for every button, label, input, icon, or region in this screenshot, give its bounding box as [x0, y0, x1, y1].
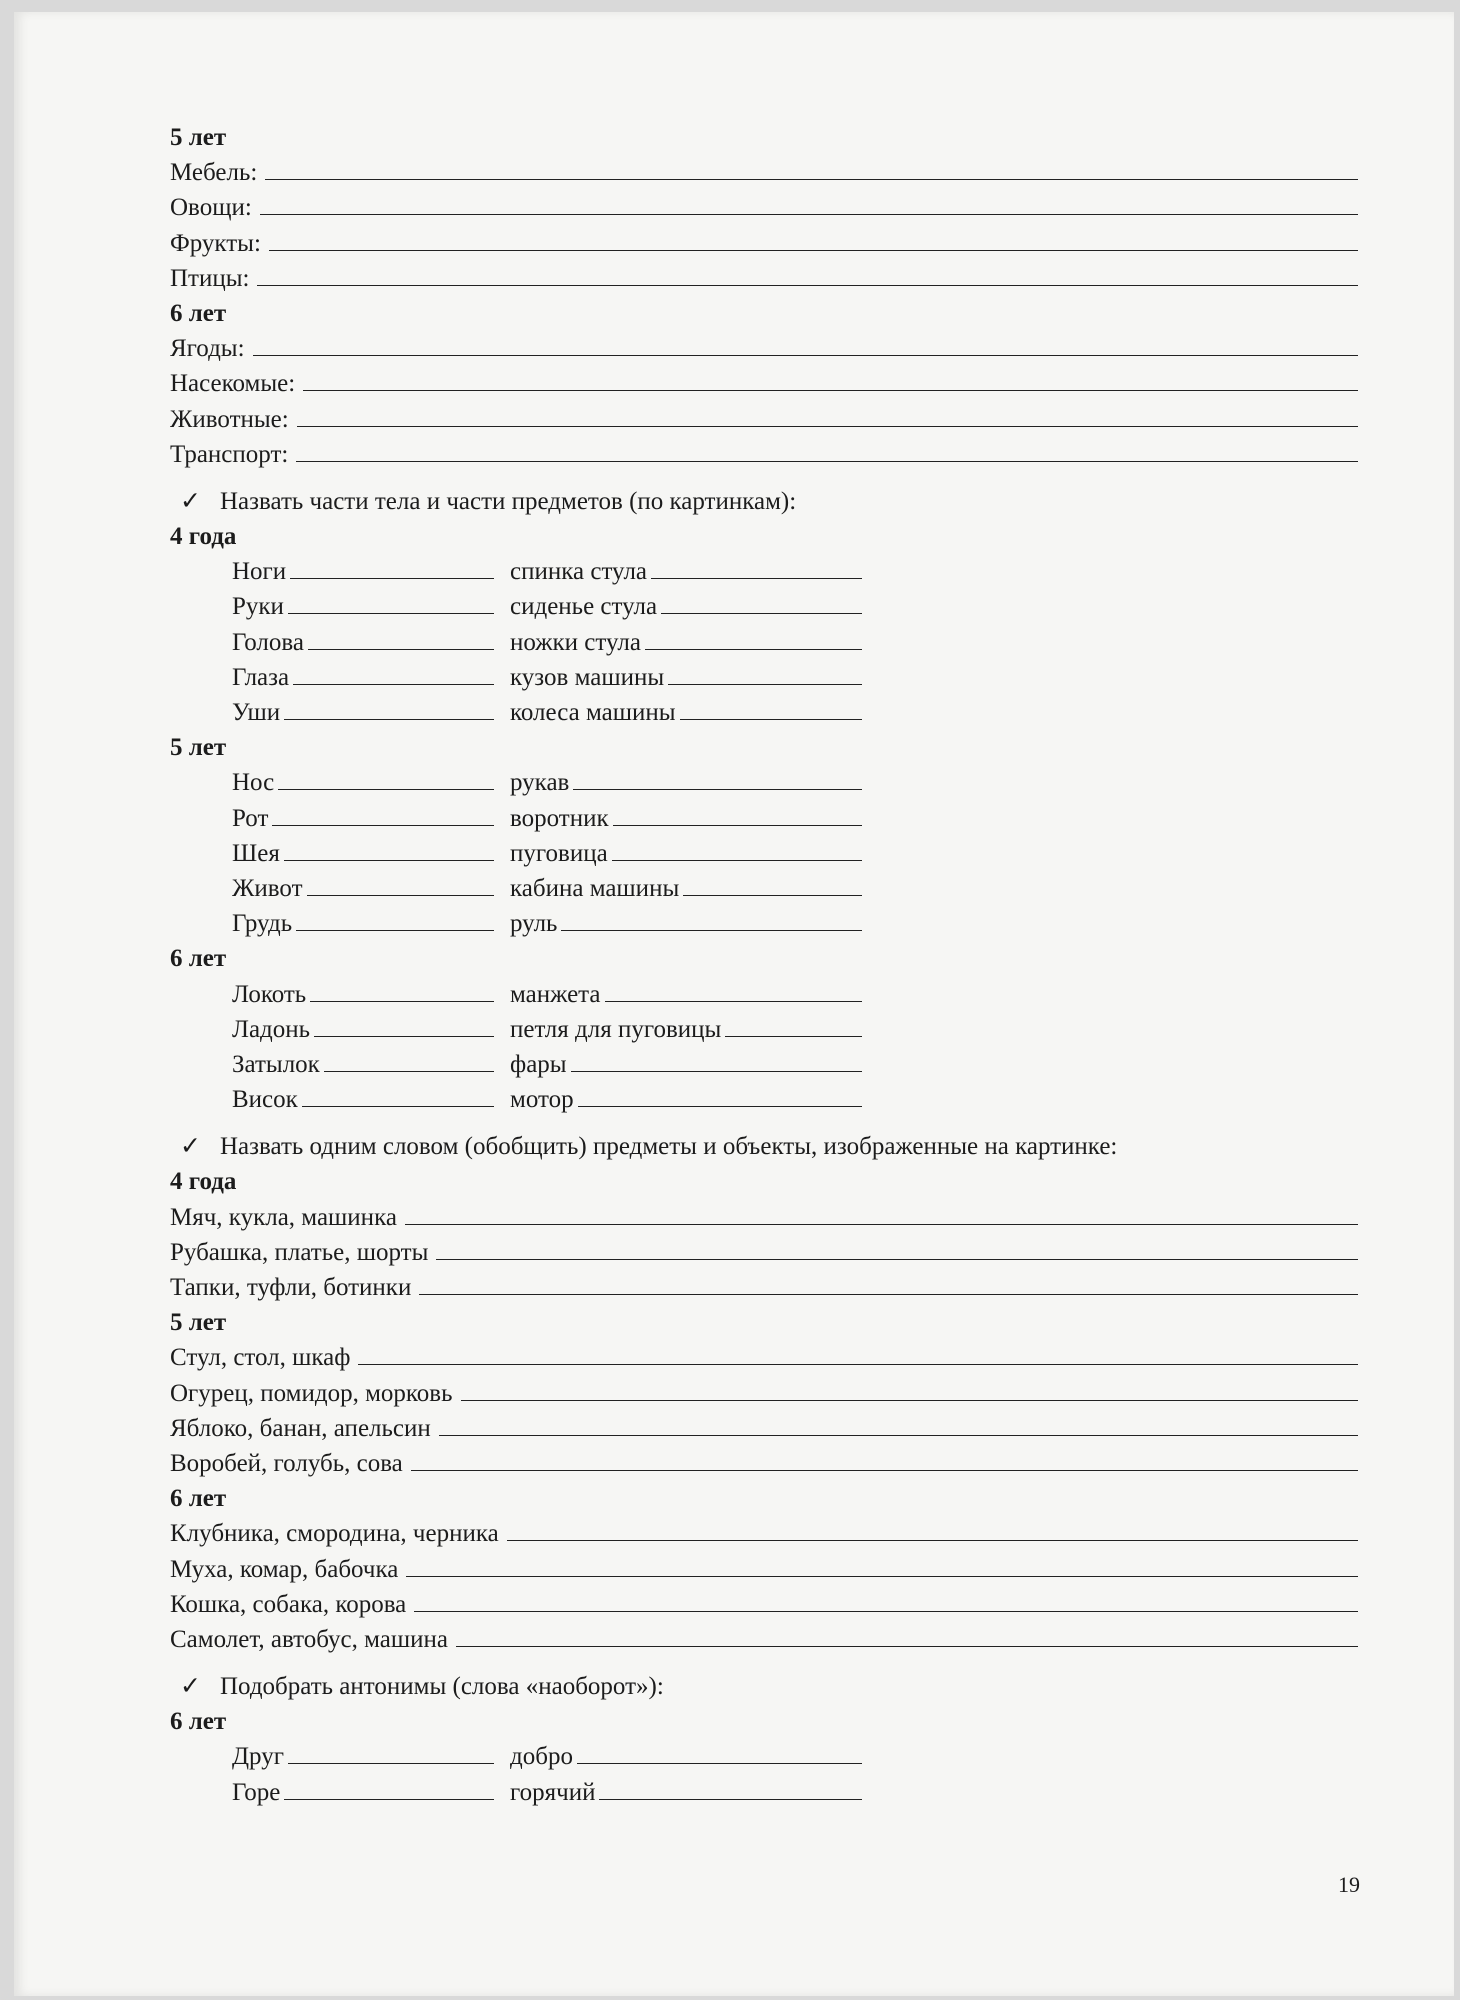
answer-line[interactable]: [302, 1082, 494, 1107]
answer-line[interactable]: [613, 801, 862, 826]
answer-line[interactable]: [257, 261, 1358, 286]
antonym-row: [170, 1775, 1358, 1810]
check-icon: ✓: [180, 1673, 201, 1701]
parts-row: [170, 660, 1358, 695]
answer-line[interactable]: [507, 1516, 1358, 1541]
parts-row: [170, 554, 1358, 589]
object-list: Муха, комар, бабочка: [170, 1555, 399, 1583]
generalize-row: [170, 1622, 1358, 1657]
answer-line[interactable]: [297, 402, 1358, 427]
age-heading: 5 лет: [170, 734, 227, 762]
answer-line[interactable]: [265, 155, 1358, 180]
category-label: Ягоды:: [170, 335, 245, 363]
parts-row: [170, 836, 1358, 871]
generalize-row: [170, 1587, 1358, 1622]
parts-row: [170, 871, 1358, 906]
generalize-row: [170, 1340, 1358, 1375]
worksheet-content: [170, 120, 1358, 1810]
object-list: Клубника, смородина, черника: [170, 1520, 499, 1548]
answer-line[interactable]: [683, 871, 862, 896]
answer-line[interactable]: [612, 836, 862, 861]
parts-row: [170, 625, 1358, 660]
answer-line[interactable]: [645, 625, 862, 650]
age-heading: 5 лет: [170, 1309, 227, 1337]
section-heading-generalize: [170, 1129, 1358, 1164]
generalize-row: [170, 1235, 1358, 1270]
parts-row: [170, 589, 1358, 624]
generalize-row: [170, 1376, 1358, 1411]
answer-line[interactable]: [406, 1552, 1358, 1577]
answer-line[interactable]: [605, 977, 863, 1002]
generalize-row: [170, 1411, 1358, 1446]
answer-line[interactable]: [307, 871, 494, 896]
object-part-label: петля для пуговицы: [510, 1015, 722, 1043]
answer-line[interactable]: [284, 1775, 494, 1800]
answer-line[interactable]: [571, 1047, 862, 1072]
answer-line[interactable]: [668, 660, 862, 685]
object-list: Воробей, голубь, сова: [170, 1449, 403, 1477]
check-icon: ✓: [180, 487, 201, 515]
age-heading: 6 лет: [170, 1708, 227, 1736]
answer-line[interactable]: [296, 906, 494, 931]
body-part-label: Шея: [232, 839, 280, 867]
age-heading: 5 лет: [170, 124, 227, 151]
parts-row: [170, 695, 1358, 730]
body-part-label: Голова: [232, 628, 304, 656]
classify-row: [170, 437, 1358, 472]
antonym-word: Друг: [232, 1743, 284, 1771]
classify-row: [170, 155, 1358, 190]
answer-line[interactable]: [284, 836, 494, 861]
answer-line[interactable]: [599, 1775, 862, 1800]
section-title: Назвать части тела и части предметов (по картинкам):: [220, 487, 797, 515]
page: [14, 12, 1454, 1996]
section-title: Подобрать антонимы (слова «наоборот»):: [220, 1673, 664, 1701]
answer-line[interactable]: [461, 1376, 1358, 1401]
object-part-label: спинка стула: [510, 558, 648, 586]
answer-line[interactable]: [419, 1270, 1358, 1295]
answer-line[interactable]: [414, 1587, 1358, 1612]
parts-row: [170, 977, 1358, 1012]
answer-line[interactable]: [577, 1739, 862, 1764]
page-number: 19: [1338, 1872, 1360, 1897]
answer-line[interactable]: [314, 1012, 494, 1037]
answer-line[interactable]: [303, 366, 1358, 391]
body-part-label: Висок: [232, 1086, 298, 1114]
parts-row: [170, 906, 1358, 941]
object-part-label: сиденье стула: [510, 593, 658, 621]
answer-line[interactable]: [284, 695, 494, 720]
object-list: Рубашка, платье, шорты: [170, 1238, 429, 1266]
object-part-label: ножки стула: [510, 628, 641, 656]
answer-line[interactable]: [405, 1200, 1358, 1225]
object-part-label: руль: [510, 910, 558, 938]
object-list: Огурец, помидор, морковь: [170, 1379, 453, 1407]
answer-line[interactable]: [573, 765, 862, 790]
body-part-label: Грудь: [232, 910, 293, 938]
answer-line[interactable]: [288, 589, 494, 614]
answer-line[interactable]: [358, 1340, 1358, 1365]
answer-line[interactable]: [269, 226, 1358, 251]
classify-row: [170, 190, 1358, 225]
object-part-label: фары: [510, 1050, 567, 1078]
answer-line[interactable]: [310, 977, 494, 1002]
answer-line[interactable]: [296, 437, 1358, 462]
answer-line[interactable]: [253, 331, 1358, 356]
generalize-row: [170, 1516, 1358, 1551]
body-part-label: Рот: [232, 804, 269, 832]
object-part-label: кабина машины: [510, 874, 680, 902]
answer-line[interactable]: [578, 1082, 862, 1107]
category-label: Фрукты:: [170, 229, 261, 257]
answer-line[interactable]: [561, 906, 862, 931]
answer-line[interactable]: [308, 625, 494, 650]
body-part-label: Уши: [232, 699, 281, 726]
object-list: Стул, стол, шкаф: [170, 1344, 351, 1372]
generalize-row: [170, 1200, 1358, 1235]
category-label: Животные:: [170, 405, 289, 433]
answer-line[interactable]: [293, 660, 494, 685]
category-label: Овощи:: [170, 194, 252, 222]
answer-line[interactable]: [278, 765, 494, 790]
check-icon: ✓: [180, 1133, 201, 1161]
antonym-row: [170, 1739, 1358, 1774]
body-part-label: Глаза: [232, 663, 290, 691]
object-part-label: рукав: [510, 769, 570, 797]
body-part-label: Ноги: [232, 558, 287, 586]
body-part-label: Локоть: [232, 980, 307, 1008]
answer-line[interactable]: [411, 1446, 1358, 1471]
answer-line[interactable]: [290, 554, 494, 579]
antonym-word: горячий: [510, 1778, 596, 1806]
generalize-row: [170, 1270, 1358, 1305]
answer-line[interactable]: [661, 589, 862, 614]
object-list: Яблоко, банан, апельсин: [170, 1414, 431, 1442]
category-label: Птицы:: [170, 264, 250, 292]
parts-row: [170, 1012, 1358, 1047]
answer-line[interactable]: [272, 801, 494, 826]
object-part-label: пуговица: [510, 839, 608, 867]
classify-row: [170, 331, 1358, 366]
classify-row: [170, 261, 1358, 296]
classify-row: [170, 402, 1358, 437]
body-part-label: Ладонь: [232, 1015, 311, 1043]
age-heading: 6 лет: [170, 299, 227, 327]
parts-row: [170, 765, 1358, 800]
generalize-row: [170, 1446, 1358, 1481]
answer-line[interactable]: [439, 1411, 1358, 1436]
antonym-word: Горе: [232, 1778, 281, 1806]
parts-row: [170, 1047, 1358, 1082]
object-part-label: воротник: [510, 804, 609, 832]
body-part-label: Затылок: [232, 1050, 320, 1078]
object-part-label: колеса машины: [510, 699, 676, 726]
answer-line[interactable]: [324, 1047, 494, 1072]
answer-line[interactable]: [436, 1235, 1358, 1260]
body-part-label: Живот: [232, 874, 303, 902]
answer-line[interactable]: [680, 695, 862, 720]
classify-row: [170, 366, 1358, 401]
parts-row: [170, 1082, 1358, 1117]
object-list: Самолет, автобус, машина: [170, 1625, 448, 1653]
answer-line[interactable]: [260, 190, 1358, 215]
body-part-label: Руки: [232, 593, 284, 621]
age-heading: 6 лет: [170, 1485, 227, 1513]
age-heading: 4 года: [170, 523, 237, 551]
category-label: Транспорт:: [170, 440, 289, 468]
answer-line[interactable]: [725, 1012, 862, 1037]
age-heading: 4 года: [170, 1168, 237, 1196]
section-title: Назвать одним словом (обобщить) предметы и объекты, изображенные на картинке:: [220, 1133, 1118, 1161]
answer-line[interactable]: [651, 554, 862, 579]
object-list: Мяч, кукла, машинка: [170, 1203, 397, 1231]
classify-row: [170, 226, 1358, 261]
parts-row: [170, 801, 1358, 836]
section-heading-antonyms: [170, 1669, 1358, 1704]
body-part-label: Нос: [232, 769, 275, 797]
object-part-label: кузов машины: [510, 663, 665, 691]
generalize-row: [170, 1552, 1358, 1587]
object-part-label: манжета: [510, 980, 601, 1008]
object-part-label: мотор: [510, 1086, 574, 1114]
answer-line[interactable]: [456, 1622, 1358, 1647]
object-list: Кошка, собака, корова: [170, 1590, 407, 1618]
category-label: Насекомые:: [170, 370, 296, 398]
antonym-word: добро: [510, 1743, 573, 1771]
category-label: Мебель:: [170, 159, 258, 187]
age-heading: 6 лет: [170, 945, 227, 973]
section-heading-parts: [170, 484, 1358, 519]
answer-line[interactable]: [288, 1739, 494, 1764]
object-list: Тапки, туфли, ботинки: [170, 1274, 412, 1301]
